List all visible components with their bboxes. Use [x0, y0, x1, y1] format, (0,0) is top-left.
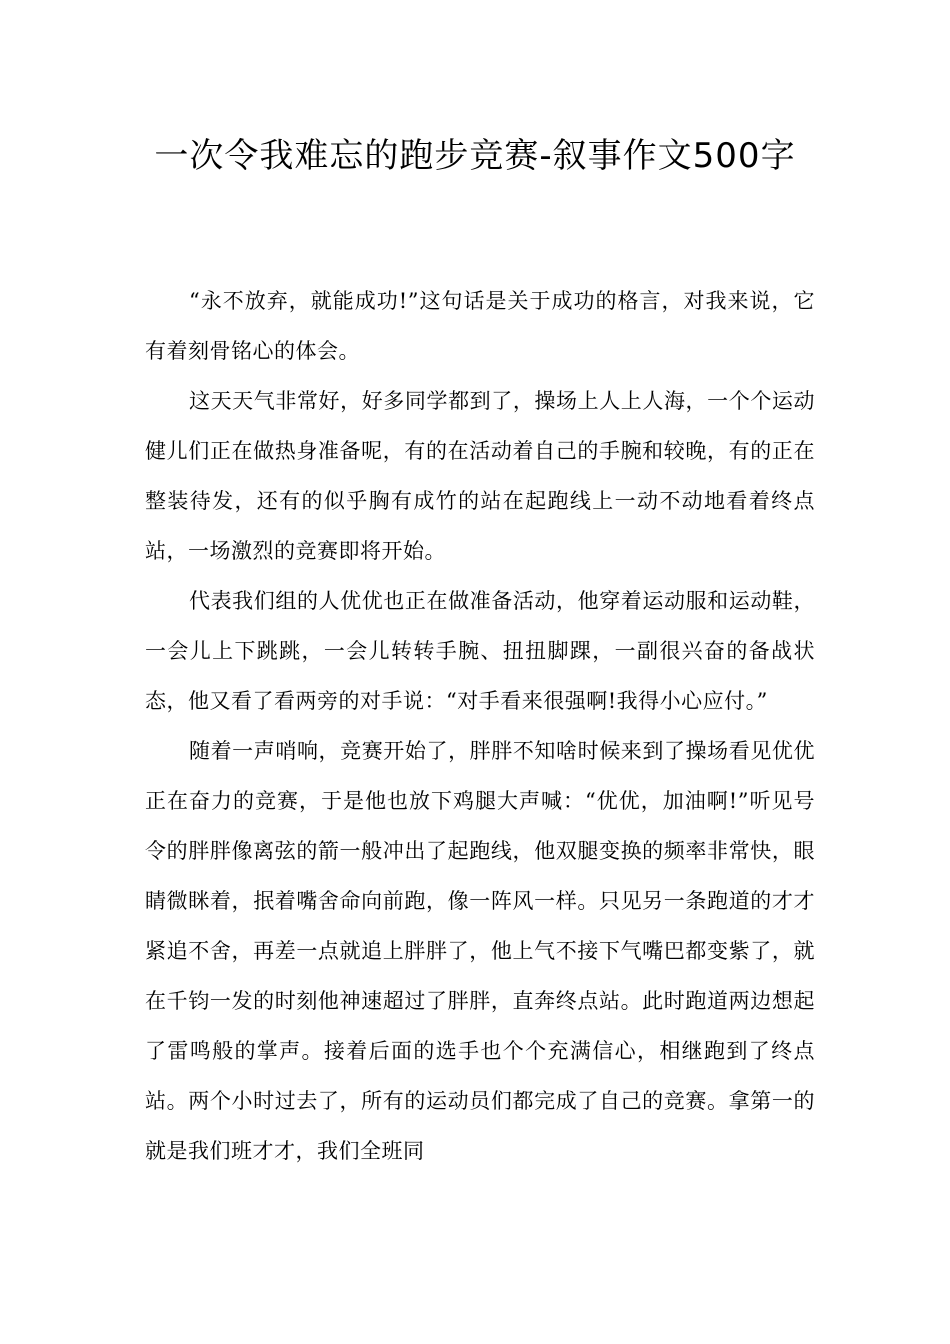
paragraph-1: “永不放弃，就能成功!”这句话是关于成功的格言，对我来说，它有着刻骨铭心的体会。: [145, 289, 815, 363]
paragraph-3: 代表我们组的人优优也正在做准备活动，他穿着运动服和运动鞋，一会儿上下跳跳，一会儿转转手腕、扭扭脚踝，一副很兴奋的备战状态，他又看了看两旁的对手说：“对手看来很强啊!我得小心应付。”: [145, 589, 815, 713]
paragraph-2: 这天天气非常好，好多同学都到了，操场上人上人海，一个个运动健儿们正在做热身准备呢，有的在活动着自己的手腕和较晚，有的正在整装待发，还有的似乎胸有成竹的站在起跑线上一动不动地看着终点站，一场激烈的竞赛即将开始。: [145, 389, 815, 563]
paragraph-4: 随着一声哨响，竞赛开始了，胖胖不知啥时候来到了操场看见优优正在奋力的竞赛，于是他也放下鸡腿大声喊：“优优，加油啊!”听见号令的胖胖像离弦的箭一般冲出了起跑线，他双腿变换的频率非常快，眼睛微眯着，抿着嘴舍命向前跑，像一阵风一样。只见另一条跑道的才才紧追不舍，再差一点就追上胖胖了，他上气不接下气嘴巴都变紫了，就在千钧一发的时刻他神速超过了胖胖，直奔终点站。此时跑道两边想起了雷鸣般的掌声。接着后面的选手也个个充满信心，相继跑到了终点站。两个小时过去了，所有的运动员们都完成了自己的竞赛。拿第一的就是我们班才才，我们全班同: [145, 739, 815, 1163]
document-title: 一次令我难忘的跑步竞赛-叙事作文500字: [154, 136, 796, 176]
document-body: [145, 276, 815, 1176]
